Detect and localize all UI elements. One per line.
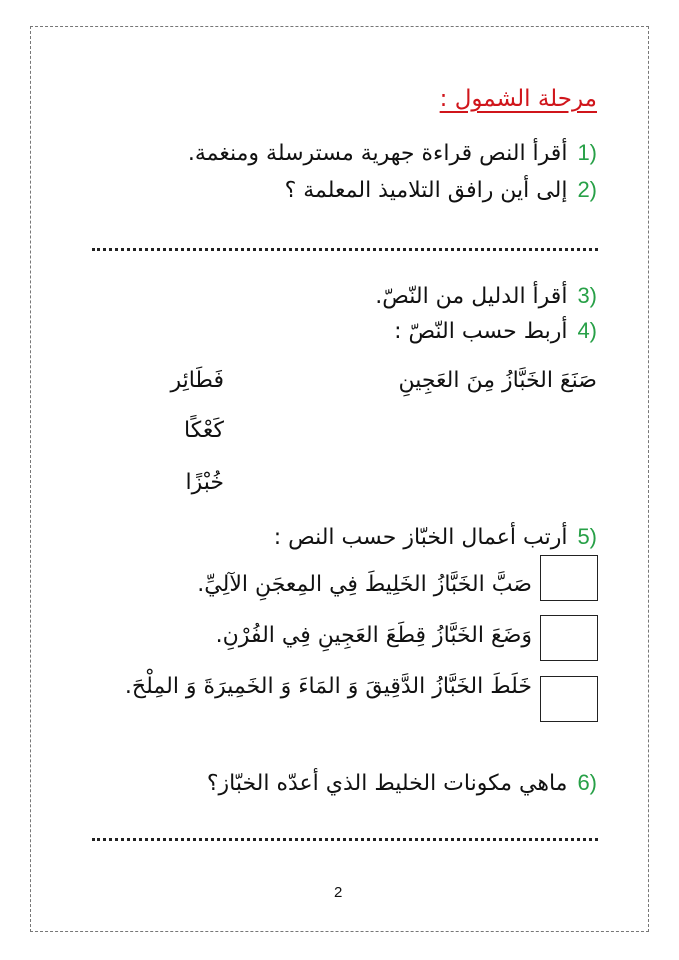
question-number: 6) xyxy=(577,770,597,795)
question-5 xyxy=(274,524,597,550)
question-text: أربط حسب النّصّ : xyxy=(394,319,568,344)
answer-line[interactable] xyxy=(92,838,598,841)
sequence-item: خَلَطَ الخَبَّازُ الدَّقِيقَ وَ المَاءَ وَ الخَمِيرَةَ وَ المِلْحَ. xyxy=(124,674,532,699)
matching-option[interactable]: فَطَائِر xyxy=(170,368,224,393)
question-2 xyxy=(285,177,597,203)
page-number: 2 xyxy=(334,884,343,901)
question-number: 2) xyxy=(577,177,597,202)
answer-line[interactable] xyxy=(92,248,598,251)
question-1 xyxy=(188,140,597,166)
question-text: أقرأ الدليل من النّصّ. xyxy=(375,284,568,309)
question-text: ماهي مكونات الخليط الذي أعدّه الخبّاز؟ xyxy=(206,771,568,796)
question-3 xyxy=(375,283,597,309)
section-title: مرحلة الشمول : xyxy=(439,86,597,112)
matching-option[interactable]: كَعْكًا xyxy=(184,418,224,443)
matching-option[interactable]: خُبْزًا xyxy=(185,470,224,495)
question-number: 5) xyxy=(577,524,597,549)
question-6 xyxy=(207,770,597,796)
question-text: إلى أين رافق التلاميذ المعلمة ؟ xyxy=(284,178,568,203)
question-number: 3) xyxy=(577,283,597,308)
question-number: 4) xyxy=(577,318,597,343)
sequence-item: وَضَعَ الخَبَّازُ قِطَعَ العَجِينِ فِي الفُرْنِ. xyxy=(215,623,532,648)
order-box[interactable] xyxy=(540,676,598,722)
question-text: أقرأ النص قراءة جهرية مسترسلة ومنغمة. xyxy=(187,141,568,166)
question-4 xyxy=(394,318,597,344)
matching-sentence: صَنَعَ الخَبَّازُ مِنَ العَجِينِ xyxy=(398,368,597,393)
question-text: أرتب أعمال الخبّاز حسب النص : xyxy=(273,525,568,550)
sequence-item: صَبَّ الخَبَّازُ الخَلِيطَ فِي المِعجَنِ الآلِيِّ. xyxy=(197,572,532,597)
order-box[interactable] xyxy=(540,615,598,661)
question-number: 1) xyxy=(577,140,597,165)
order-box[interactable] xyxy=(540,555,598,601)
